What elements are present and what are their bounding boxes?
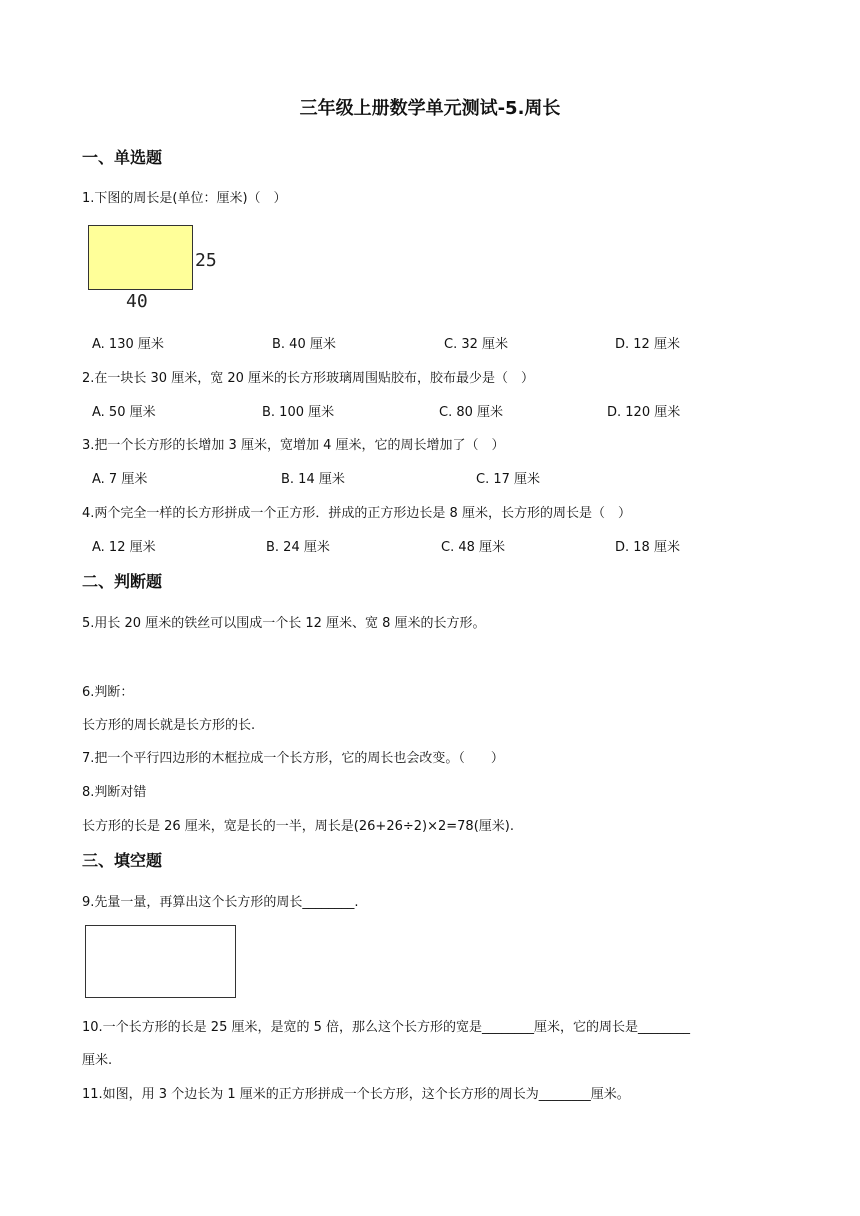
q2-option-a[interactable]: A. 50 厘米 xyxy=(92,405,156,420)
q3-option-b[interactable]: B. 14 厘米 xyxy=(281,472,345,487)
q3-option-a[interactable]: A. 7 厘米 xyxy=(92,472,148,487)
q3-option-c[interactable]: C. 17 厘米 xyxy=(476,472,541,487)
question-8-statement: 长方形的长是 26 厘米，宽是长的一半，周长是(26+26÷2)×2=78(厘米). xyxy=(82,819,514,834)
section-heading-single-choice: 一、单选题 xyxy=(82,148,163,167)
yellow-rectangle xyxy=(88,225,193,290)
q1-option-b[interactable]: B. 40 厘米 xyxy=(272,337,336,352)
question-10-continued: 厘米. xyxy=(82,1053,113,1068)
question-11: 11.如图，用 3 个边长为 1 厘米的正方形拼成一个长方形，这个长方形的周长为________厘米。 xyxy=(82,1087,630,1102)
q2-option-d[interactable]: D. 120 厘米 xyxy=(607,405,681,420)
question-7: 7.把一个平行四边形的木框拉成一个长方形，它的周长也会改变。（ ） xyxy=(82,751,504,766)
q1-option-d[interactable]: D. 12 厘米 xyxy=(615,337,680,352)
q2-option-b[interactable]: B. 100 厘米 xyxy=(262,405,335,420)
question-9-rectangle-figure xyxy=(85,925,236,998)
page-title: 三年级上册数学单元测试-5.周长 xyxy=(299,98,561,119)
section-heading-fill-blank: 三、填空题 xyxy=(82,851,163,870)
question-2: 2.在一块长 30 厘米，宽 20 厘米的长方形玻璃周围贴胶布，胶布最少是（ ） xyxy=(82,371,535,386)
q4-option-a[interactable]: A. 12 厘米 xyxy=(92,540,156,555)
q1-option-a[interactable]: A. 130 厘米 xyxy=(92,337,164,352)
q1-option-c[interactable]: C. 32 厘米 xyxy=(444,337,509,352)
width-label: 40 xyxy=(126,291,148,312)
question-5: 5.用长 20 厘米的铁丝可以围成一个长 12 厘米、宽 8 厘米的长方形。 xyxy=(82,616,486,631)
q4-option-d[interactable]: D. 18 厘米 xyxy=(615,540,680,555)
question-1: 1.下图的周长是(单位：厘米)（ ） xyxy=(82,191,287,206)
question-6-statement: 长方形的周长就是长方形的长. xyxy=(82,718,256,733)
question-6: 6.判断： xyxy=(82,685,134,700)
q2-option-c[interactable]: C. 80 厘米 xyxy=(439,405,504,420)
height-label: 25 xyxy=(195,250,217,271)
question-3: 3.把一个长方形的长增加 3 厘米，宽增加 4 厘米，它的周长增加了（ ） xyxy=(82,438,505,453)
question-4: 4.两个完全一样的长方形拼成一个正方形．拼成的正方形边长是 8 厘米，长方形的周长是（ ） xyxy=(82,506,631,521)
q4-option-c[interactable]: C. 48 厘米 xyxy=(441,540,506,555)
q4-option-b[interactable]: B. 24 厘米 xyxy=(266,540,330,555)
question-8: 8.判断对错 xyxy=(82,785,147,800)
section-heading-true-false: 二、判断题 xyxy=(82,572,163,591)
question-10: 10.一个长方形的长是 25 厘米，是宽的 5 倍，那么这个长方形的宽是________厘米，它的周长是________ xyxy=(82,1020,691,1035)
question-9: 9.先量一量，再算出这个长方形的周长________. xyxy=(82,895,359,910)
